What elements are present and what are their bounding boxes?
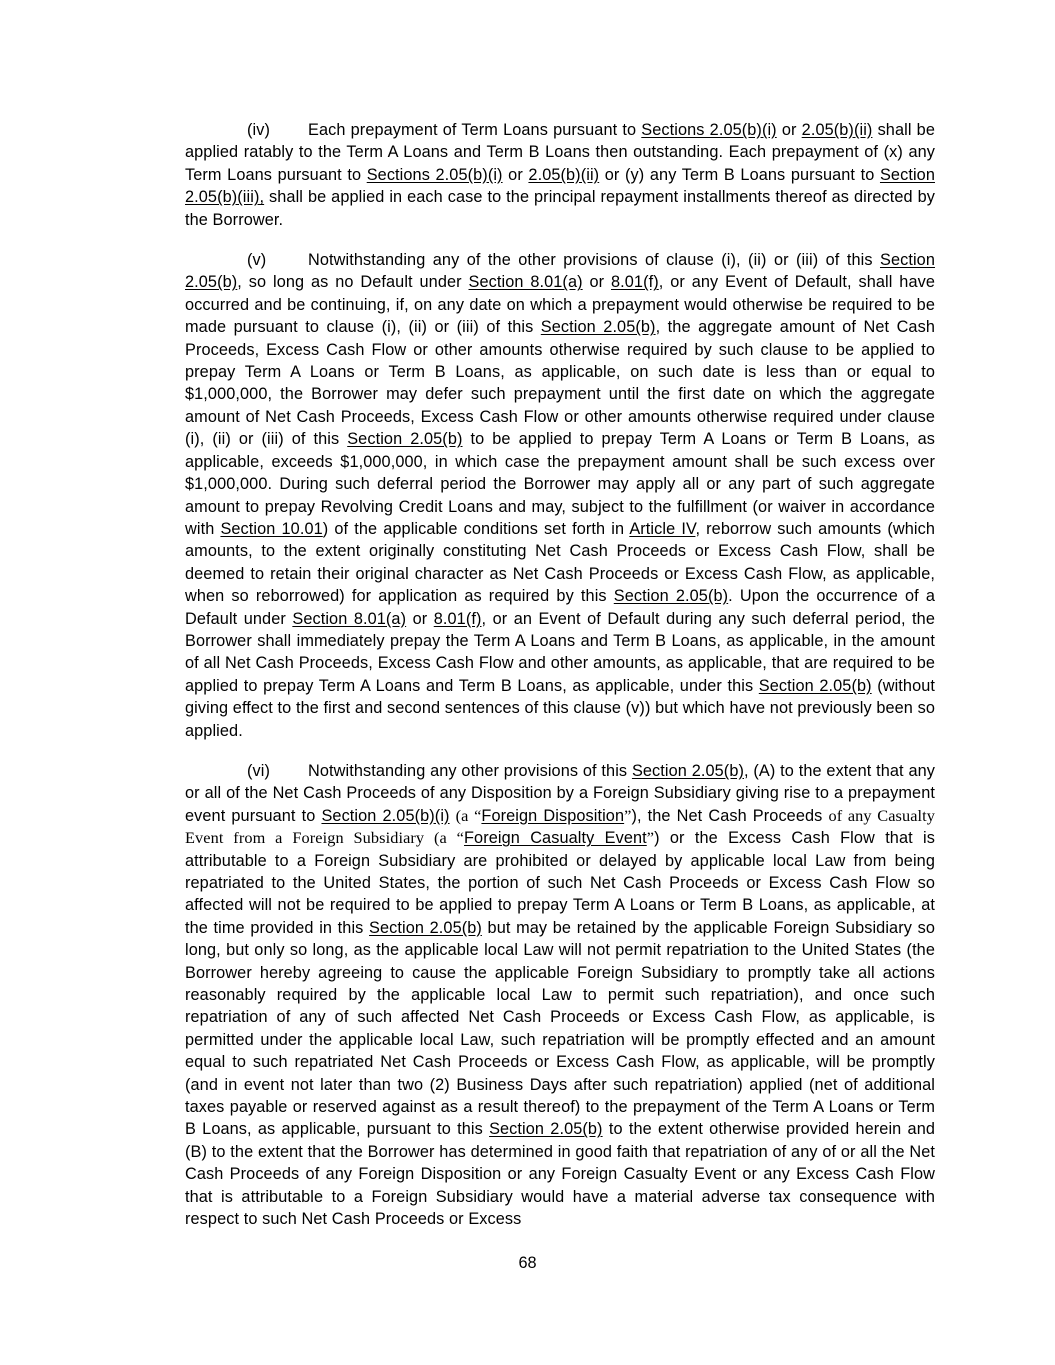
section-reference: 2.05(b)(ii) <box>801 121 873 139</box>
section-reference: Section 8.01(a) <box>292 609 407 628</box>
text-run: Notwithstanding any other provisions of this <box>308 761 632 780</box>
section-reference: Sections 2.05(b)(i) <box>366 165 503 184</box>
clause-label: (vi) <box>247 761 271 780</box>
section-reference: 8.01(f) <box>433 609 482 628</box>
text-run: , so long as no Default under <box>237 273 469 292</box>
text-run: but may be retained by the applicable Foreign Subsidiary so long, but only so long, as the applicable local Law will not permit repatriation to the United States (the Borrower hereby agreeing to cause the applicable Foreign Subsidiary to promptly take all actions reasonably required by the applicable local Law to permit such repatriation), and once such repatriation of any of such affected Net Cash Proceeds or Excess Cash Flow, as applicable, is permitted under the applicable local Law, such repatriation will be promptly effected and an amount equal to such repatriated Net Cash Proceeds or Excess Cash Flow, as applicable, will be promptly (and in event not later than two (2) Business Days after such repatriation) applied (net of additional taxes payable or reserved against as a result thereof) to the prepayment of the Term A Loans or Term B Loans, as applicable, pursuant to this <box>185 918 935 1139</box>
clause-label: (v) <box>247 251 267 270</box>
document-body <box>185 119 935 1249</box>
section-reference: Sections 2.05(b)(i) <box>641 121 777 139</box>
section-reference: Section 2.05(b)(iii), <box>185 165 935 207</box>
text-run: ), the Net Cash Proceeds <box>631 806 829 825</box>
text-run: (a “ <box>455 805 482 825</box>
page-number: 68 <box>518 1254 537 1272</box>
text-run: Notwithstanding any of the other provisions of clause (i), (ii) or (iii) of this <box>308 251 880 270</box>
section-reference: 8.01(f) <box>611 273 659 292</box>
text-run: . Upon the occurrence of a Default under <box>185 587 935 628</box>
paragraph-vi <box>185 760 935 1231</box>
section-reference: Foreign Casualty Event <box>464 829 647 848</box>
section-reference: Section 2.05(b) <box>613 587 729 606</box>
text-run: , reborrow such amounts (which amounts, to the extent originally constituting Net Cash Proceeds or Excess Cash Flow, shall be deemed to retain their original character as Net Cash Proceeds or Excess Cash Flow, as applicable, when so reborrowed) for application as required by this <box>185 519 935 606</box>
text-run: to be applied to prepay Term A Loans or Term B Loans, as applicable, exceeds $1,000,000, in which case the prepayment amount shall be such excess over $1,000,000. During such deferral period the Borrower may apply all or any part of such aggregate amount to prepay Revolving Credit Loans and may, subject to the fulfillment (or waiver in accordance with <box>185 430 935 538</box>
text-run: or <box>582 273 611 292</box>
text-run: of any Casualty Event from a Foreign Subsidiary (a “ <box>185 805 936 848</box>
clause-label: (iv) <box>247 121 271 139</box>
text-run: , (A) to the extent that any or all of the Net Cash Proceeds of any Disposition by a Foreign Subsidiary giving rise to a prepayment event pursuant to <box>185 761 936 825</box>
text-run: or <box>406 609 434 628</box>
section-reference: Section 10.01 <box>220 519 323 538</box>
section-reference: Section 2.05(b) <box>758 676 872 695</box>
section-reference: Article IV <box>629 519 696 538</box>
text-run: , the aggregate amount of Net Cash Proceeds, Excess Cash Flow or other amounts otherwise required by such clause to be applied to prepay Term A Loans or Term B Loans, as applicable, on such date is less than or equal to $1,000,000, the Borrower may defer such prepayment until the first date on which the aggregate amount of Net Cash Proceeds, Excess Cash Flow or other amounts otherwise required under clause (i), (ii) or (iii) of this <box>185 318 935 449</box>
section-reference: Section 2.05(b) <box>369 918 482 937</box>
text-run: or <box>502 165 529 184</box>
section-reference: Section 8.01(a) <box>468 273 583 292</box>
text-run: , or any Event of Default, shall have occurred and be continuing, if, on any date on which a prepayment would otherwise be required to be made pursuant to clause (i), (ii) or (iii) of this <box>185 273 935 337</box>
text-run: to the extent otherwise provided herein and (B) to the extent that the Borrower has determined in good faith that repatriation of any of or all the Net Cash Proceeds of any Foreign Disposition or any Foreign Casualty Event or any Excess Cash Flow that is attributable to a Foreign Subsidiary would have a material adverse tax consequence with respect to such Net Cash Proceeds or Excess <box>185 1120 936 1229</box>
text-run: ) or the Excess Cash Flow that is attributable to a Foreign Subsidiary are prohibited or delayed by applicable local Law from being repatriated to the United States, the portion of such Net Cash Proceeds or Excess Cash Flow so affected will not be required to be applied to prepay Term A Loans or Term B Loans, as applicable, at the time provided in this <box>185 829 935 937</box>
section-reference: Section 2.05(b) <box>185 251 935 292</box>
text-run: ) of the applicable conditions set forth in <box>322 519 630 538</box>
section-reference: 2.05(b)(ii) <box>528 165 600 184</box>
text-run: (without giving effect to the first and second sentences of this clause (v)) but which have not previously been so applied. <box>185 676 935 740</box>
text-run: shall be applied in each case to the principal repayment installments thereof as directed by the Borrower. <box>185 188 935 229</box>
paragraph-v <box>185 249 935 742</box>
section-reference: Section 2.05(b) <box>631 761 744 780</box>
section-reference: Section 2.05(b) <box>347 430 463 449</box>
section-reference: Section 2.05(b)(i) <box>321 806 450 825</box>
text-run: , or an Event of Default during any such deferral period, the Borrower shall immediately prepay the Term A Loans and Term B Loans, as applicable, in the amount of all Net Cash Proceeds, Excess Cash Flow and other amounts, as applicable, that are required to be applied to prepay Term A Loans and Term B Loans, as applicable, under this <box>185 609 935 695</box>
text-run: shall be applied ratably to the Term A Loans and Term B Loans then outstanding. Each prepayment of (x) any Term Loans pursuant to <box>185 121 935 184</box>
text-run: ” <box>624 805 632 825</box>
section-reference: Section 2.05(b) <box>540 318 656 337</box>
section-reference: Section 2.05(b) <box>489 1120 603 1139</box>
paragraph-iv <box>185 119 935 231</box>
text-run: Each prepayment of Term Loans pursuant to <box>308 121 642 139</box>
text-run: or (y) any Term B Loans pursuant to <box>599 165 880 184</box>
text-run: ” <box>646 828 655 848</box>
section-reference: Foreign Disposition <box>481 806 625 825</box>
text-run: or <box>776 121 802 139</box>
